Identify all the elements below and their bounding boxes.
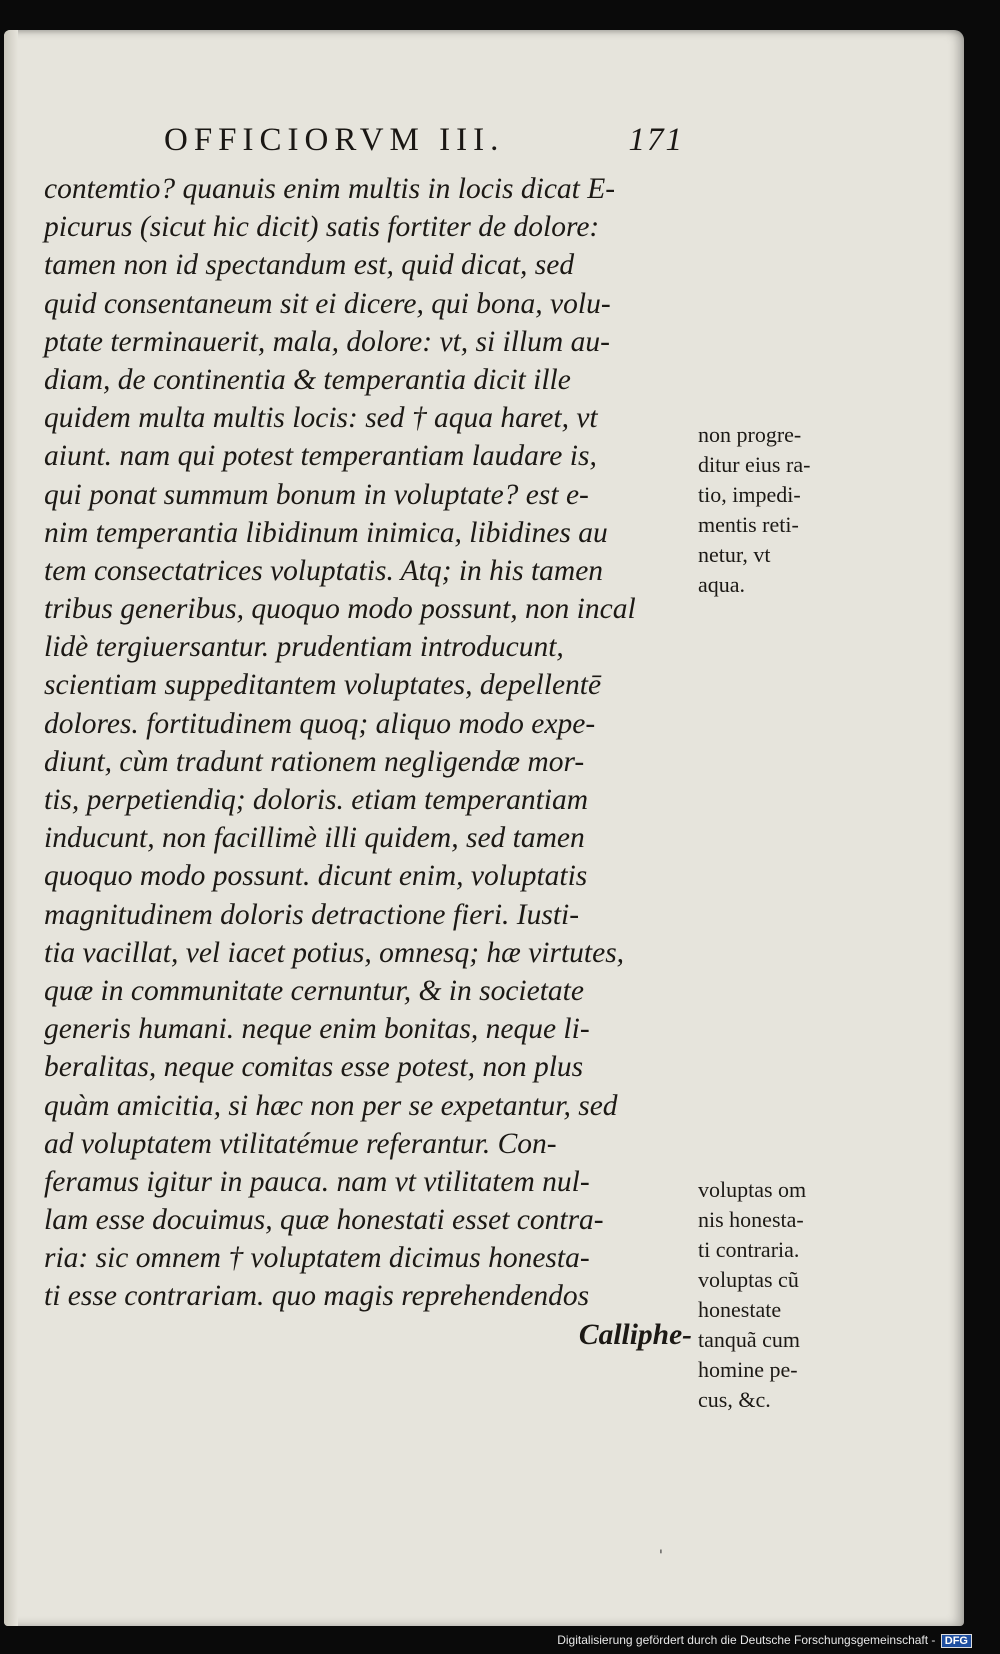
digitization-credit bbox=[557, 1633, 972, 1648]
text-line: diam, de continentia & temperantia dicit ille bbox=[44, 363, 571, 396]
margin-line: tanquã cum bbox=[698, 1327, 801, 1352]
credit-text: Digitalisierung gefördert durch die Deutsche Forschungsgemeinschaft - bbox=[557, 1633, 936, 1647]
main-text-block bbox=[44, 170, 692, 1354]
margin-line: voluptas om bbox=[698, 1177, 807, 1202]
margin-line: voluptas cũ bbox=[698, 1267, 799, 1292]
text-line: tribus generibus, quoquo modo possunt, non incal bbox=[44, 593, 636, 626]
text-line: ad voluptatem vtilitatémue referantur. Con- bbox=[44, 1127, 557, 1160]
margin-line: honestate bbox=[698, 1297, 782, 1322]
margin-line: tio, impedi- bbox=[698, 482, 801, 507]
text-line: inducunt, non facillimè illi quidem, sed tamen bbox=[44, 822, 585, 855]
text-line: aiunt. nam qui potest temperantiam laudare is, bbox=[44, 440, 597, 473]
margin-line: mentis reti- bbox=[698, 512, 799, 537]
text-line: magnitudinem doloris detractione fieri. Iusti- bbox=[44, 898, 580, 931]
text-line: quidem multa multis locis: sed † aqua haret, vt bbox=[44, 402, 598, 435]
margin-line: cus, &c. bbox=[698, 1387, 771, 1412]
page-mark: ' bbox=[659, 1548, 663, 1564]
page-spine-shadow bbox=[4, 30, 18, 1626]
text-line: tamen non id spectandum est, quid dicat, sed bbox=[44, 249, 575, 282]
margin-line: aqua. bbox=[698, 572, 746, 597]
dfg-logo: DFG bbox=[941, 1634, 972, 1648]
text-line: quæ in communitate cernuntur, & in societate bbox=[44, 974, 584, 1007]
text-line: lidè tergiuersantur. prudentiam introducunt, bbox=[44, 631, 564, 664]
text-line: diunt, cùm tradunt rationem negligendæ mor- bbox=[44, 745, 585, 778]
text-line: quid consentaneum sit ei dicere, qui bona, volu- bbox=[44, 287, 611, 320]
text-line: ptate terminauerit, mala, dolore: vt, si illum au- bbox=[44, 325, 610, 358]
text-line: generis humani. neque enim bonitas, neque li- bbox=[44, 1013, 590, 1046]
running-title: OFFICIORVM III. bbox=[164, 122, 505, 158]
margin-line: ditur eius ra- bbox=[698, 452, 811, 477]
text-line: lam esse docuimus, quæ honestati esset contra- bbox=[44, 1204, 604, 1237]
catchword: Calliphe- bbox=[578, 1318, 692, 1351]
text-line: contemtio? quanuis enim multis in locis dicat E- bbox=[44, 173, 616, 205]
margin-line: homine pe- bbox=[698, 1357, 798, 1382]
text-line: scientiam suppeditantem voluptates, depellentē bbox=[44, 669, 602, 702]
running-header bbox=[164, 122, 684, 159]
text-line: qui ponat summum bonum in voluptate? est e- bbox=[44, 478, 589, 511]
text-line: ti esse contrariam. quo magis reprehendendos bbox=[44, 1280, 590, 1313]
margin-line: ti contraria. bbox=[698, 1237, 800, 1262]
text-line: picurus (sicut hic dicit) satis fortiter de dolore: bbox=[44, 211, 600, 244]
margin-note-2 bbox=[698, 1175, 868, 1415]
text-line: dolores. fortitudinem quoq; aliquo modo expe- bbox=[44, 707, 596, 740]
text-line: ria: sic omnem † voluptatem dicimus honesta- bbox=[44, 1242, 590, 1275]
text-line: quoquo modo possunt. dicunt enim, voluptatis bbox=[44, 860, 588, 893]
text-line: quàm amicitia, si hæc non per se expetantur, sed bbox=[44, 1089, 618, 1122]
margin-line: nis honesta- bbox=[698, 1207, 804, 1232]
text-line: feramus igitur in pauca. nam vt vtilitatem nul- bbox=[44, 1165, 590, 1198]
page-number: 171 bbox=[628, 122, 684, 158]
text-line: nim temperantia libidinum inimica, libidines au bbox=[44, 516, 608, 549]
margin-line: non progre- bbox=[698, 422, 802, 447]
margin-line: netur, vt bbox=[698, 542, 771, 567]
book-page bbox=[4, 30, 964, 1626]
margin-note-1 bbox=[698, 420, 868, 600]
text-line: tem consectatrices voluptatis. Atq; in his tamen bbox=[44, 554, 604, 587]
text-line: beralitas, neque comitas esse potest, non plus bbox=[44, 1051, 584, 1084]
text-line: tia vacillat, vel iacet potius, omnesq; hæ virtutes, bbox=[44, 936, 625, 969]
text-line: tis, perpetiendiq; doloris. etiam temperantiam bbox=[44, 784, 589, 816]
